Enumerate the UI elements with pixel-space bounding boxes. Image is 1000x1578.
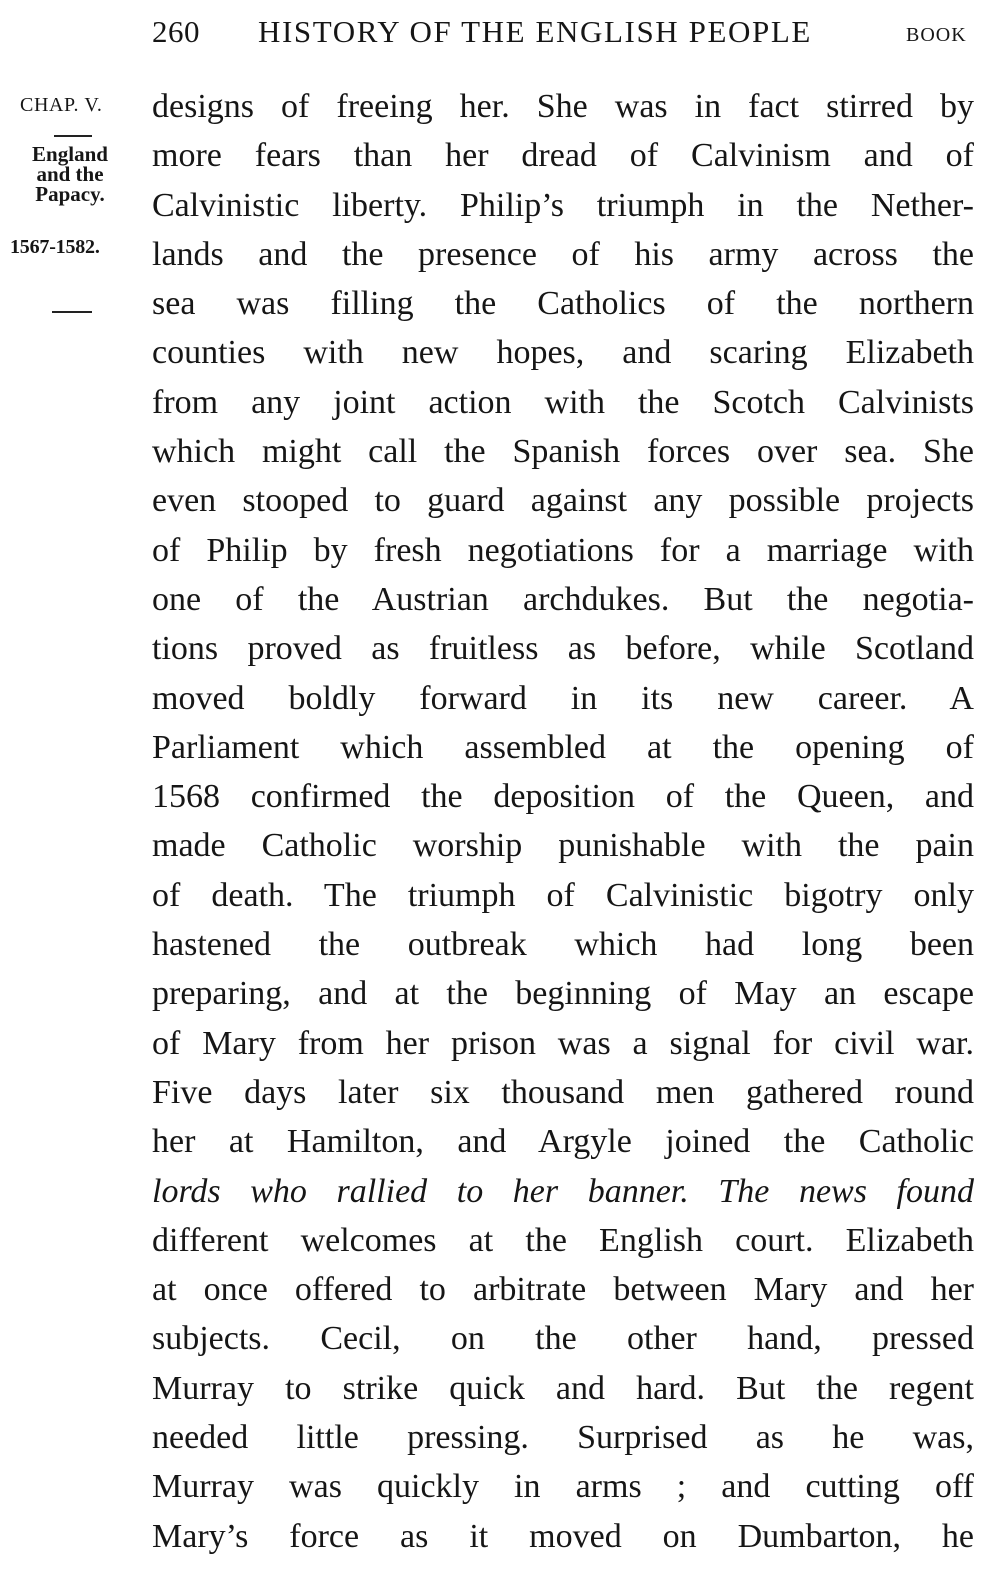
text-line: counties with new hopes, and scaring Elizabeth xyxy=(152,334,974,372)
chapter-label: CHAP. V. xyxy=(20,94,103,116)
side-note-line: and the xyxy=(36,162,104,186)
text-line: Murray was quickly in arms ; and cutting off xyxy=(152,1468,974,1506)
text-line: of death. The triumph of Calvinistic bigotry only xyxy=(152,876,974,914)
text-line: 1568 confirmed the deposition of the Queen, and xyxy=(152,778,974,816)
text-line: moved boldly forward in its new career. A xyxy=(152,679,974,717)
text-line: of Philip by fresh negotiations for a marriage with xyxy=(152,531,974,569)
running-title: HISTORY OF THE ENGLISH PEOPLE xyxy=(258,14,812,49)
text-line: sea was filling the Catholics of the northern xyxy=(152,285,974,323)
text-line: designs of freeing her. She was in fact stirred by xyxy=(152,88,974,125)
text-line: preparing, and at the beginning of May an escape xyxy=(152,975,974,1013)
text-line: lands and the presence of his army across the xyxy=(152,235,974,273)
text-line: different welcomes at the English court. Elizabeth xyxy=(152,1221,974,1259)
text-line: needed little pressing. Surprised as he was, xyxy=(152,1419,974,1457)
text-line: tions proved as fruitless as before, while Scotland xyxy=(152,630,974,668)
text-line: even stooped to guard against any possible projects xyxy=(152,482,974,520)
text-line: Calvinistic liberty. Philip’s triumph in the Nether- xyxy=(152,186,974,224)
text-line: from any joint action with the Scotch Calvinists xyxy=(152,383,974,421)
text-line: Murray to strike quick and hard. But the regent xyxy=(152,1369,974,1407)
text-line: hastened the outbreak which had long been xyxy=(152,926,974,964)
book-label: BOOK xyxy=(906,24,967,46)
text-line: made Catholic worship punishable with the pain xyxy=(152,827,974,865)
text-line: at once offered to arbitrate between Mary and her xyxy=(152,1271,974,1309)
text-line: which might call the Spanish forces over sea. She xyxy=(152,433,974,471)
text-line: lords who rallied to her banner. The news found xyxy=(152,1172,974,1210)
text-line: more fears than her dread of Calvinism and of xyxy=(152,137,974,175)
margin-rule-bottom xyxy=(52,311,92,313)
side-note xyxy=(0,144,140,204)
body-text xyxy=(152,82,974,1561)
date-range: 1567-1582. xyxy=(10,236,100,258)
margin-rule-top xyxy=(54,135,92,137)
page-number: 260 xyxy=(152,14,200,49)
text-line: of Mary from her prison was a signal for civil war. xyxy=(152,1024,974,1062)
text-line: Mary’s force as it moved on Dumbarton, he xyxy=(152,1517,974,1555)
side-note-line: Papacy. xyxy=(35,182,105,206)
text-line: her at Hamilton, and Argyle joined the Catholic xyxy=(152,1123,974,1161)
text-line: subjects. Cecil, on the other hand, pressed xyxy=(152,1320,974,1358)
side-note-line: England xyxy=(32,142,108,166)
text-line: one of the Austrian archdukes. But the negotia- xyxy=(152,580,974,618)
text-line: Parliament which assembled at the opening of xyxy=(152,728,974,766)
text-line: Five days later six thousand men gathered round xyxy=(152,1073,974,1111)
running-header xyxy=(0,6,1000,50)
